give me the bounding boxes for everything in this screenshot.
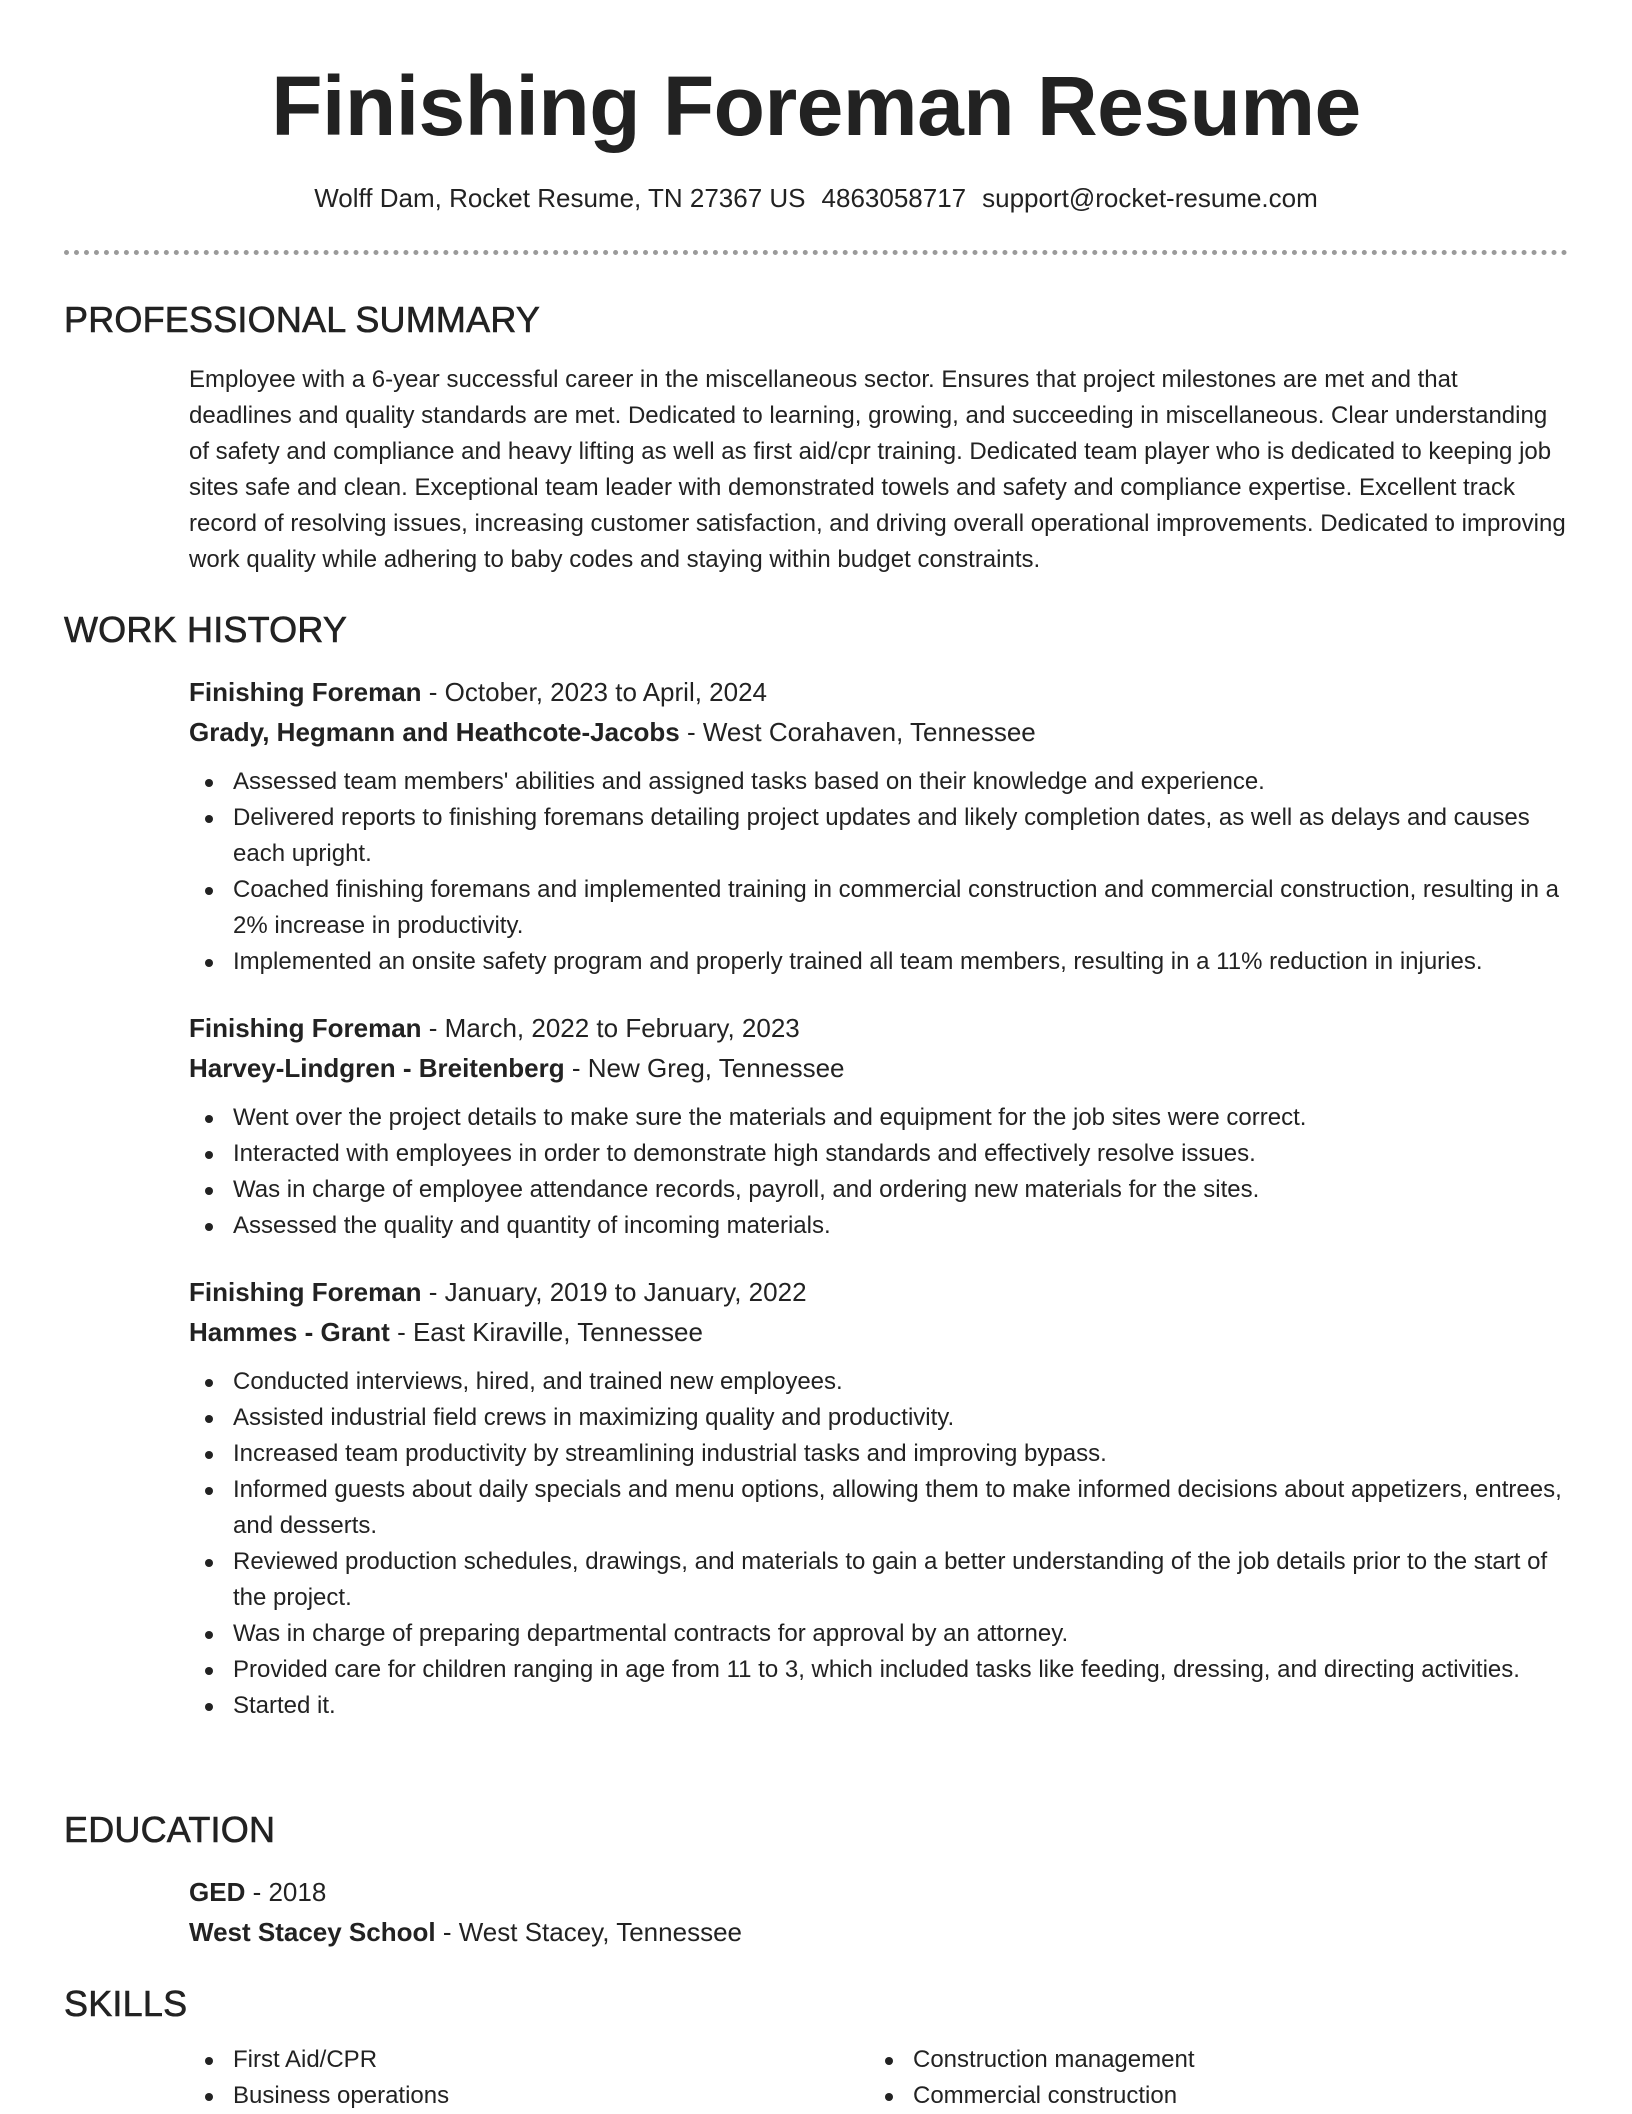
skills-grid bbox=[189, 2042, 1567, 2114]
job-entry bbox=[189, 672, 1567, 980]
work-history-heading: WORK HISTORY bbox=[64, 609, 348, 650]
list-item: Implemented an onsite safety program and properly trained all team members, resulting in a 11% reduction in injuries. bbox=[189, 944, 1567, 980]
job-company-line bbox=[189, 712, 1567, 752]
list-item: Assessed the quality and quantity of incoming materials. bbox=[189, 1208, 1567, 1244]
education-school: West Stacey School bbox=[189, 1917, 436, 1947]
job-title-line bbox=[189, 672, 1567, 712]
contact-email: support@rocket-resume.com bbox=[982, 183, 1318, 213]
summary-text: Employee with a 6-year successful career in the miscellaneous sector. Ensures that project milestones are met and that deadlines and quality standards are met. Dedicated to learning, growing, and succeeding in miscellaneous. Clear understanding of safety and compliance and heavy lifting as well as first aid/cpr training. Dedicated team player who is dedicated to keeping job sites safe and clean. Exceptional team leader with demonstrated towels and safety and compliance expertise. Excellent track record of resolving issues, increasing customer satisfaction, and driving overall operational improvements. Dedicated to improving work quality while adhering to baby codes and staying within budget constraints. bbox=[189, 366, 1566, 573]
education-school-line bbox=[189, 1912, 1567, 1952]
list-item: Started it. bbox=[189, 1688, 1567, 1724]
skills-column-right bbox=[869, 2042, 1549, 2114]
list-item: Was in charge of preparing departmental contracts for approval by an attorney. bbox=[189, 1616, 1567, 1652]
job-dates: - March, 2022 to February, 2023 bbox=[421, 1013, 800, 1043]
education-year: - 2018 bbox=[245, 1877, 327, 1907]
skills-column-left bbox=[189, 2042, 869, 2114]
job-title-line bbox=[189, 1272, 1567, 1312]
resume-title: Finishing Foreman Resume bbox=[271, 59, 1361, 153]
job-company: Hammes - Grant bbox=[189, 1317, 390, 1347]
list-item: Interacted with employees in order to demonstrate high standards and effectively resolve issues. bbox=[189, 1136, 1567, 1172]
job-company-line bbox=[189, 1312, 1567, 1352]
list-item: Commercial construction bbox=[869, 2078, 1549, 2114]
summary-body bbox=[189, 362, 1567, 578]
work-history-body bbox=[189, 672, 1567, 1724]
list-item: Business operations bbox=[189, 2078, 869, 2114]
skills-list-right bbox=[869, 2042, 1549, 2114]
skills-section bbox=[64, 1982, 1568, 2114]
job-company: Grady, Hegmann and Heathcote-Jacobs bbox=[189, 717, 680, 747]
summary-heading: PROFESSIONAL SUMMARY bbox=[64, 299, 541, 340]
skills-heading: SKILLS bbox=[64, 1983, 188, 2024]
list-item: Reviewed production schedules, drawings, and materials to gain a better understanding of the job details prior to the start of the project. bbox=[189, 1544, 1567, 1616]
job-title-line bbox=[189, 1008, 1567, 1048]
skills-body bbox=[189, 2042, 1567, 2114]
job-bullets bbox=[189, 1364, 1567, 1724]
list-item: Informed guests about daily specials and menu options, allowing them to make informed decisions about appetizers, entrees, and desserts. bbox=[189, 1472, 1567, 1544]
job-dates: - January, 2019 to January, 2022 bbox=[421, 1277, 807, 1307]
job-title: Finishing Foreman bbox=[189, 677, 422, 707]
list-item: Increased team productivity by streamlining industrial tasks and improving bypass. bbox=[189, 1436, 1567, 1472]
job-company: Harvey-Lindgren - Breitenberg bbox=[189, 1053, 565, 1083]
list-item: Provided care for children ranging in age from 11 to 3, which included tasks like feeding, dressing, and directing activities. bbox=[189, 1652, 1567, 1688]
education-body bbox=[189, 1872, 1567, 1952]
job-company-line bbox=[189, 1048, 1567, 1088]
job-bullets bbox=[189, 1100, 1567, 1244]
job-title: Finishing Foreman bbox=[189, 1277, 422, 1307]
job-dates: - October, 2023 to April, 2024 bbox=[421, 677, 768, 707]
job-entry bbox=[189, 1008, 1567, 1244]
job-entry bbox=[189, 1272, 1567, 1724]
education-degree: GED bbox=[189, 1877, 246, 1907]
summary-section bbox=[64, 298, 1568, 578]
contact-phone: 4863058717 bbox=[821, 183, 967, 213]
list-item: Was in charge of employee attendance records, payroll, and ordering new materials for the sites. bbox=[189, 1172, 1567, 1208]
list-item: Coached finishing foremans and implemented training in commercial construction and commercial construction, resulting in a 2% increase in productivity. bbox=[189, 872, 1567, 944]
education-degree-line bbox=[189, 1872, 1567, 1912]
list-item: Conducted interviews, hired, and trained new employees. bbox=[189, 1364, 1567, 1400]
work-history-section bbox=[64, 608, 1568, 1740]
education-section bbox=[64, 1808, 1568, 1952]
header-divider bbox=[64, 250, 1568, 255]
list-item: Went over the project details to make sure the materials and equipment for the job sites were correct. bbox=[189, 1100, 1567, 1136]
list-item: Construction management bbox=[869, 2042, 1549, 2078]
contact-line bbox=[0, 180, 1632, 216]
job-location: - East Kiraville, Tennessee bbox=[389, 1317, 703, 1347]
list-item: First Aid/CPR bbox=[189, 2042, 869, 2078]
list-item: Delivered reports to finishing foremans detailing project updates and likely completion dates, as well as delays and causes each upright. bbox=[189, 800, 1567, 872]
job-location: - West Corahaven, Tennessee bbox=[679, 717, 1036, 747]
list-item: Assessed team members' abilities and assigned tasks based on their knowledge and experience. bbox=[189, 764, 1567, 800]
education-location: - West Stacey, Tennessee bbox=[435, 1917, 742, 1947]
list-item: Assisted industrial field crews in maximizing quality and productivity. bbox=[189, 1400, 1567, 1436]
skills-list-left bbox=[189, 2042, 869, 2114]
education-heading: EDUCATION bbox=[64, 1809, 276, 1850]
job-bullets bbox=[189, 764, 1567, 980]
job-location: - New Greg, Tennessee bbox=[564, 1053, 845, 1083]
job-title: Finishing Foreman bbox=[189, 1013, 422, 1043]
contact-address: Wolff Dam, Rocket Resume, TN 27367 US bbox=[314, 183, 806, 213]
